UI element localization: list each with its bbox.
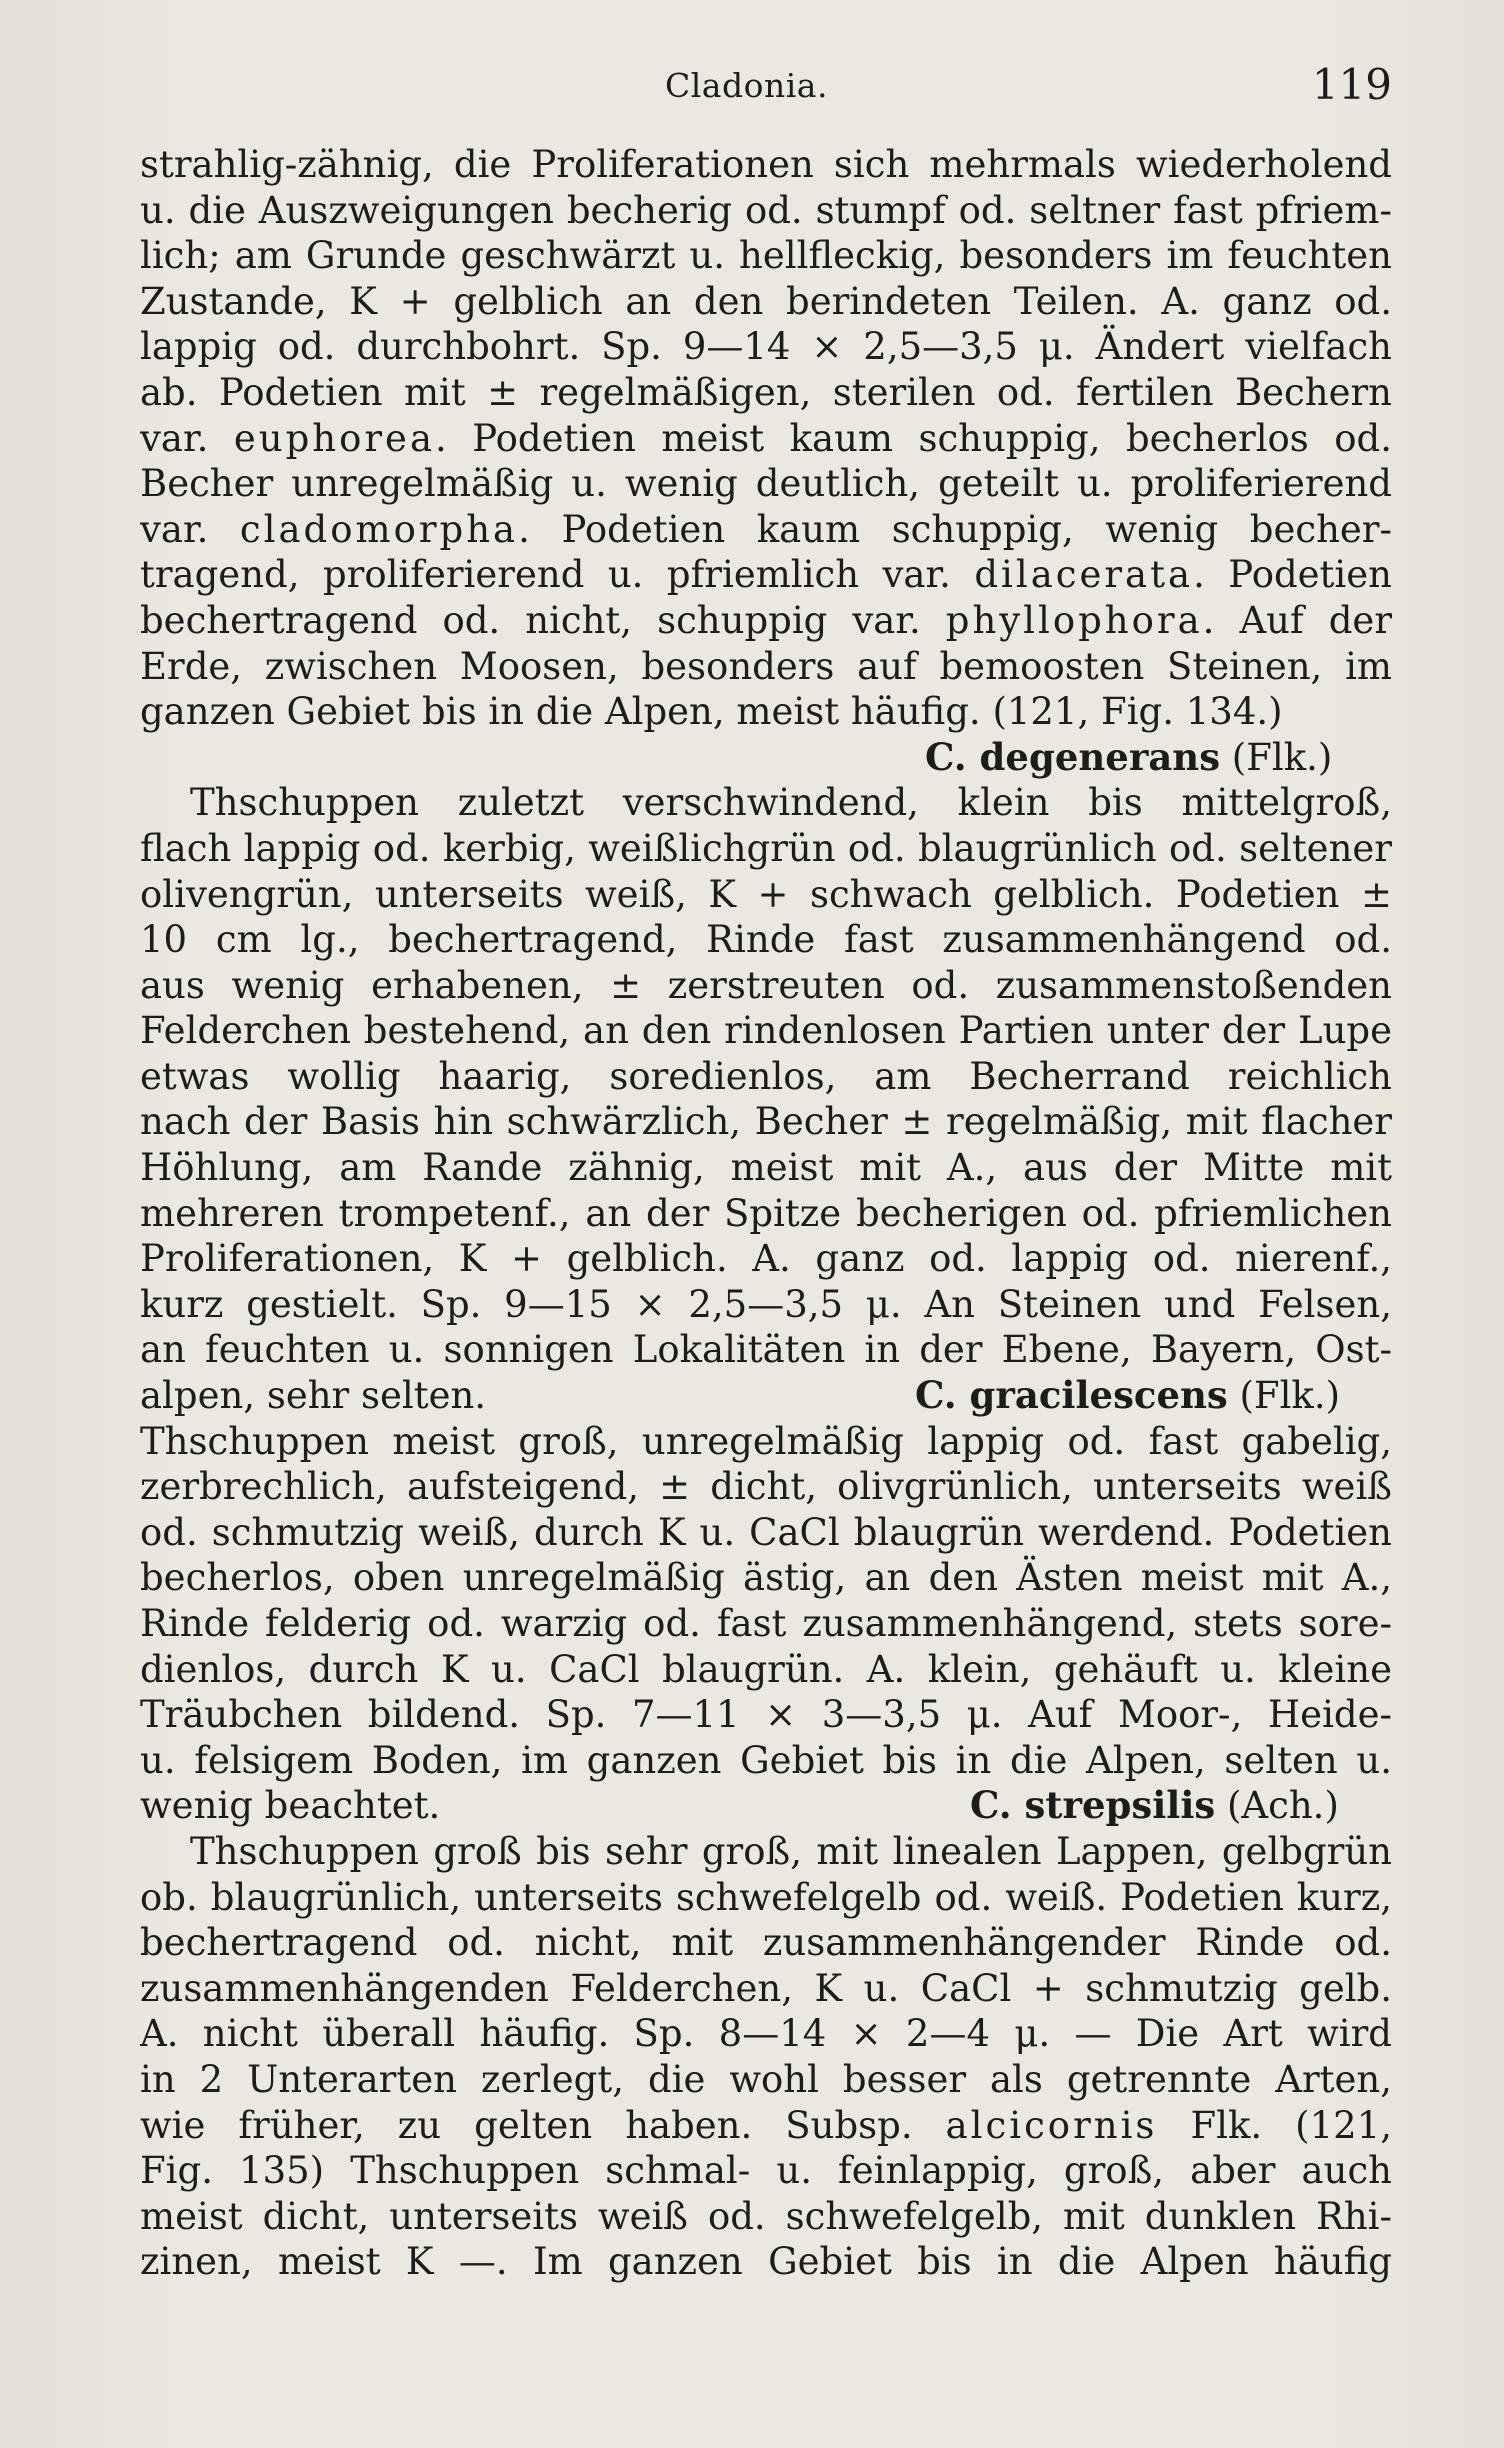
text-line bbox=[140, 461, 1392, 507]
body-text bbox=[140, 142, 1392, 2285]
text-line bbox=[140, 2239, 1392, 2285]
text-line bbox=[140, 2103, 1392, 2149]
species-name: C. gracilescens bbox=[915, 1373, 1228, 1418]
text-line bbox=[140, 735, 1392, 781]
line-text: od. schmutzig weiß, durch K u. CaCl blaugrün werdend. Podetien bbox=[140, 1510, 1392, 1554]
text-line bbox=[140, 1145, 1392, 1191]
line-text: Thschuppen zuletzt verschwindend, klein bis mittelgroß, bbox=[190, 781, 1392, 825]
line-text: lappig od. durchbohrt. Sp. 9—14 × 2,5—3,5 μ. Ändert vielfach bbox=[140, 325, 1392, 369]
line-text: bechertragend od. nicht, schuppig var. bbox=[140, 598, 946, 642]
line-text: . Auf der bbox=[1202, 598, 1392, 642]
line-text: u. felsigem Boden, im ganzen Gebiet bis in die Alpen, selten u. bbox=[140, 1738, 1392, 1782]
text-line bbox=[140, 279, 1392, 325]
line-text: u. die Auszweigungen becherig od. stumpf od. seltner fast pfriem- bbox=[140, 188, 1392, 232]
text-line bbox=[140, 1099, 1392, 1145]
line-text: Proliferationen, K + gelblich. A. ganz od. lappig od. nierenf., bbox=[140, 1237, 1392, 1281]
line-text: ganzen Gebiet bis in die Alpen, meist häufig. (121, Fig. 134.) bbox=[140, 690, 1283, 734]
line-text: wenig beachtet. bbox=[140, 1784, 441, 1828]
running-title: Cladonia. bbox=[665, 66, 828, 105]
species-author: (Flk.) bbox=[1227, 1374, 1341, 1418]
line-text: Flk. (121, bbox=[1157, 2103, 1392, 2147]
line-text: wie früher, zu gelten haben. Subsp. bbox=[140, 2103, 946, 2147]
text-line bbox=[140, 233, 1392, 279]
text-line bbox=[140, 1008, 1392, 1054]
line-text: bechertragend od. nicht, mit zusammenhängender Rinde od. bbox=[140, 1921, 1392, 1965]
text-line bbox=[140, 598, 1392, 644]
text-line bbox=[140, 1920, 1392, 1966]
text-line bbox=[140, 1692, 1392, 1738]
line-text: Fig. 135) Thschuppen schmal- u. feinlappig, groß, aber auch bbox=[140, 2149, 1392, 2193]
line-text: alpen, sehr selten. bbox=[140, 1374, 487, 1418]
line-text: Höhlung, am Rande zähnig, meist mit A., aus der Mitte mit bbox=[140, 1146, 1392, 1190]
line-text: zusammenhängenden Felderchen, K u. CaCl + schmutzig gelb. bbox=[140, 1966, 1392, 2010]
line-text: Rinde felderig od. warzig od. fast zusammenhängend, stets sore- bbox=[140, 1602, 1392, 1645]
page-header bbox=[0, 58, 1504, 118]
line-text: etwas wollig haarig, soredienlos, am Becherrand reichlich bbox=[140, 1054, 1392, 1098]
text-line bbox=[140, 188, 1392, 234]
variety-name: phyllophora bbox=[945, 598, 1203, 642]
text-line bbox=[140, 142, 1392, 188]
text-line bbox=[140, 2148, 1392, 2194]
line-text: dienlos, durch K u. CaCl blaugrün. A. klein, gehäuft u. kleine bbox=[140, 1647, 1392, 1691]
line-text: flach lappig od. kerbig, weißlichgrün od. blaugrünlich od. seltener bbox=[140, 826, 1392, 870]
variety-name: dilacerata bbox=[974, 553, 1194, 597]
text-line bbox=[140, 324, 1392, 370]
text-line bbox=[140, 1829, 1392, 1875]
line-text: . Podetien kaum schuppig, wenig becher- bbox=[518, 507, 1392, 551]
variety-name: euphorea bbox=[233, 416, 436, 460]
line-text: strahlig-zähnig, die Proliferationen sich mehrmals wiederholend bbox=[140, 143, 1392, 186]
line-text: 10 cm lg., bechertragend, Rinde fast zusammenhängend od. bbox=[140, 918, 1392, 962]
text-line bbox=[140, 780, 1392, 826]
line-text: zinen, meist K —. Im ganzen Gebiet bis in die Alpen häufig bbox=[140, 2240, 1392, 2284]
line-text: . Podetien meist kaum schuppig, becherlos od. bbox=[435, 416, 1392, 460]
variety-name: alcicornis bbox=[945, 2103, 1158, 2147]
text-line bbox=[140, 1966, 1392, 2012]
text-line bbox=[140, 2057, 1392, 2103]
line-text: Felderchen bestehend, an den rindenlosen Partien unter der Lupe bbox=[140, 1009, 1392, 1053]
variety-name: cladomorpha bbox=[239, 507, 519, 551]
line-text: Becher unregelmäßig u. wenig deutlich, geteilt u. proliferierend bbox=[140, 462, 1392, 506]
line-text: Träubchen bildend. Sp. 7—11 × 3—3,5 μ. Auf Moor-, Heide- bbox=[140, 1693, 1392, 1737]
line-text: . Podetien bbox=[1193, 553, 1392, 597]
text-line bbox=[140, 1601, 1392, 1647]
text-line bbox=[140, 872, 1392, 918]
line-text: tragend, proliferierend u. pfriemlich var. bbox=[140, 553, 975, 597]
text-line bbox=[140, 1054, 1392, 1100]
line-text: olivengrün, unterseits weiß, K + schwach gelblich. Podetien ± bbox=[140, 872, 1392, 916]
species-author: (Flk.) bbox=[1220, 735, 1333, 779]
text-line bbox=[140, 2194, 1392, 2240]
line-text: Thschuppen groß bis sehr groß, mit linealen Lappen, gelbgrün bbox=[190, 1829, 1392, 1873]
line-text: zerbrechlich, aufsteigend, ± dicht, olivgrünlich, unterseits weiß bbox=[140, 1465, 1392, 1509]
species-name: C. strepsilis bbox=[970, 1783, 1216, 1828]
species-label bbox=[970, 1783, 1339, 1829]
species-name: C. degenerans bbox=[925, 734, 1221, 779]
page-number: 119 bbox=[1311, 60, 1392, 109]
line-text: nach der Basis hin schwärzlich, Becher ± regelmäßig, mit flacher bbox=[140, 1100, 1392, 1144]
line-text: ab. Podetien mit ± regelmäßigen, sterilen od. fertilen Bechern bbox=[140, 370, 1392, 414]
text-line bbox=[140, 1510, 1392, 1556]
text-line bbox=[140, 2011, 1392, 2057]
line-text: A. nicht überall häufig. Sp. 8—14 × 2—4 μ. — Die Art wird bbox=[140, 2012, 1392, 2056]
text-line bbox=[140, 1236, 1392, 1282]
text-line bbox=[140, 963, 1392, 1009]
text-line bbox=[140, 416, 1392, 462]
line-text: an feuchten u. sonnigen Lokalitäten in der Ebene, Bayern, Ost- bbox=[140, 1328, 1392, 1372]
text-line bbox=[140, 644, 1392, 690]
line-text: var. bbox=[140, 416, 234, 460]
line-text: lich; am Grunde geschwärzt u. hellfleckig, besonders im feuchten bbox=[140, 234, 1392, 278]
text-line bbox=[140, 1327, 1392, 1373]
text-line bbox=[140, 1555, 1392, 1601]
text-line bbox=[140, 1282, 1392, 1328]
text-line bbox=[140, 1191, 1392, 1237]
text-line bbox=[140, 1783, 1392, 1829]
text-line bbox=[140, 826, 1392, 872]
species-author: (Ach.) bbox=[1215, 1784, 1339, 1828]
line-text: ob. blaugrünlich, unterseits schwefelgelb od. weiß. Podetien kurz, bbox=[140, 1875, 1392, 1919]
text-line bbox=[140, 1373, 1392, 1419]
text-line bbox=[140, 370, 1392, 416]
line-text: in 2 Unterarten zerlegt, die wohl besser als getrennte Arten, bbox=[140, 2057, 1392, 2101]
text-line bbox=[140, 1875, 1392, 1921]
line-text: var. bbox=[140, 507, 240, 551]
line-text: mehreren trompetenf., an der Spitze becherigen od. pfriemlichen bbox=[140, 1191, 1392, 1235]
line-text: becherlos, oben unregelmäßig ästig, an den Ästen meist mit A., bbox=[140, 1556, 1392, 1600]
line-text: aus wenig erhabenen, ± zerstreuten od. zusammenstoßenden bbox=[140, 963, 1392, 1007]
text-line bbox=[140, 552, 1392, 598]
text-line bbox=[140, 507, 1392, 553]
line-text: Zustande, K + gelblich an den berindeten Teilen. A. ganz od. bbox=[140, 279, 1392, 323]
line-text: meist dicht, unterseits weiß od. schwefelgelb, mit dunklen Rhi- bbox=[140, 2194, 1392, 2238]
line-text: Thschuppen meist groß, unregelmäßig lappig od. fast gabelig, bbox=[140, 1419, 1392, 1463]
species-label bbox=[915, 1373, 1340, 1419]
text-line bbox=[140, 1419, 1392, 1465]
line-text: kurz gestielt. Sp. 9—15 × 2,5—3,5 μ. An Steinen und Felsen, bbox=[140, 1282, 1392, 1326]
text-line bbox=[140, 1647, 1392, 1693]
text-line bbox=[140, 1464, 1392, 1510]
line-text: Erde, zwischen Moosen, besonders auf bemoosten Steinen, im bbox=[140, 644, 1392, 688]
text-line bbox=[140, 689, 1392, 735]
text-line bbox=[140, 1738, 1392, 1784]
text-line bbox=[140, 917, 1392, 963]
